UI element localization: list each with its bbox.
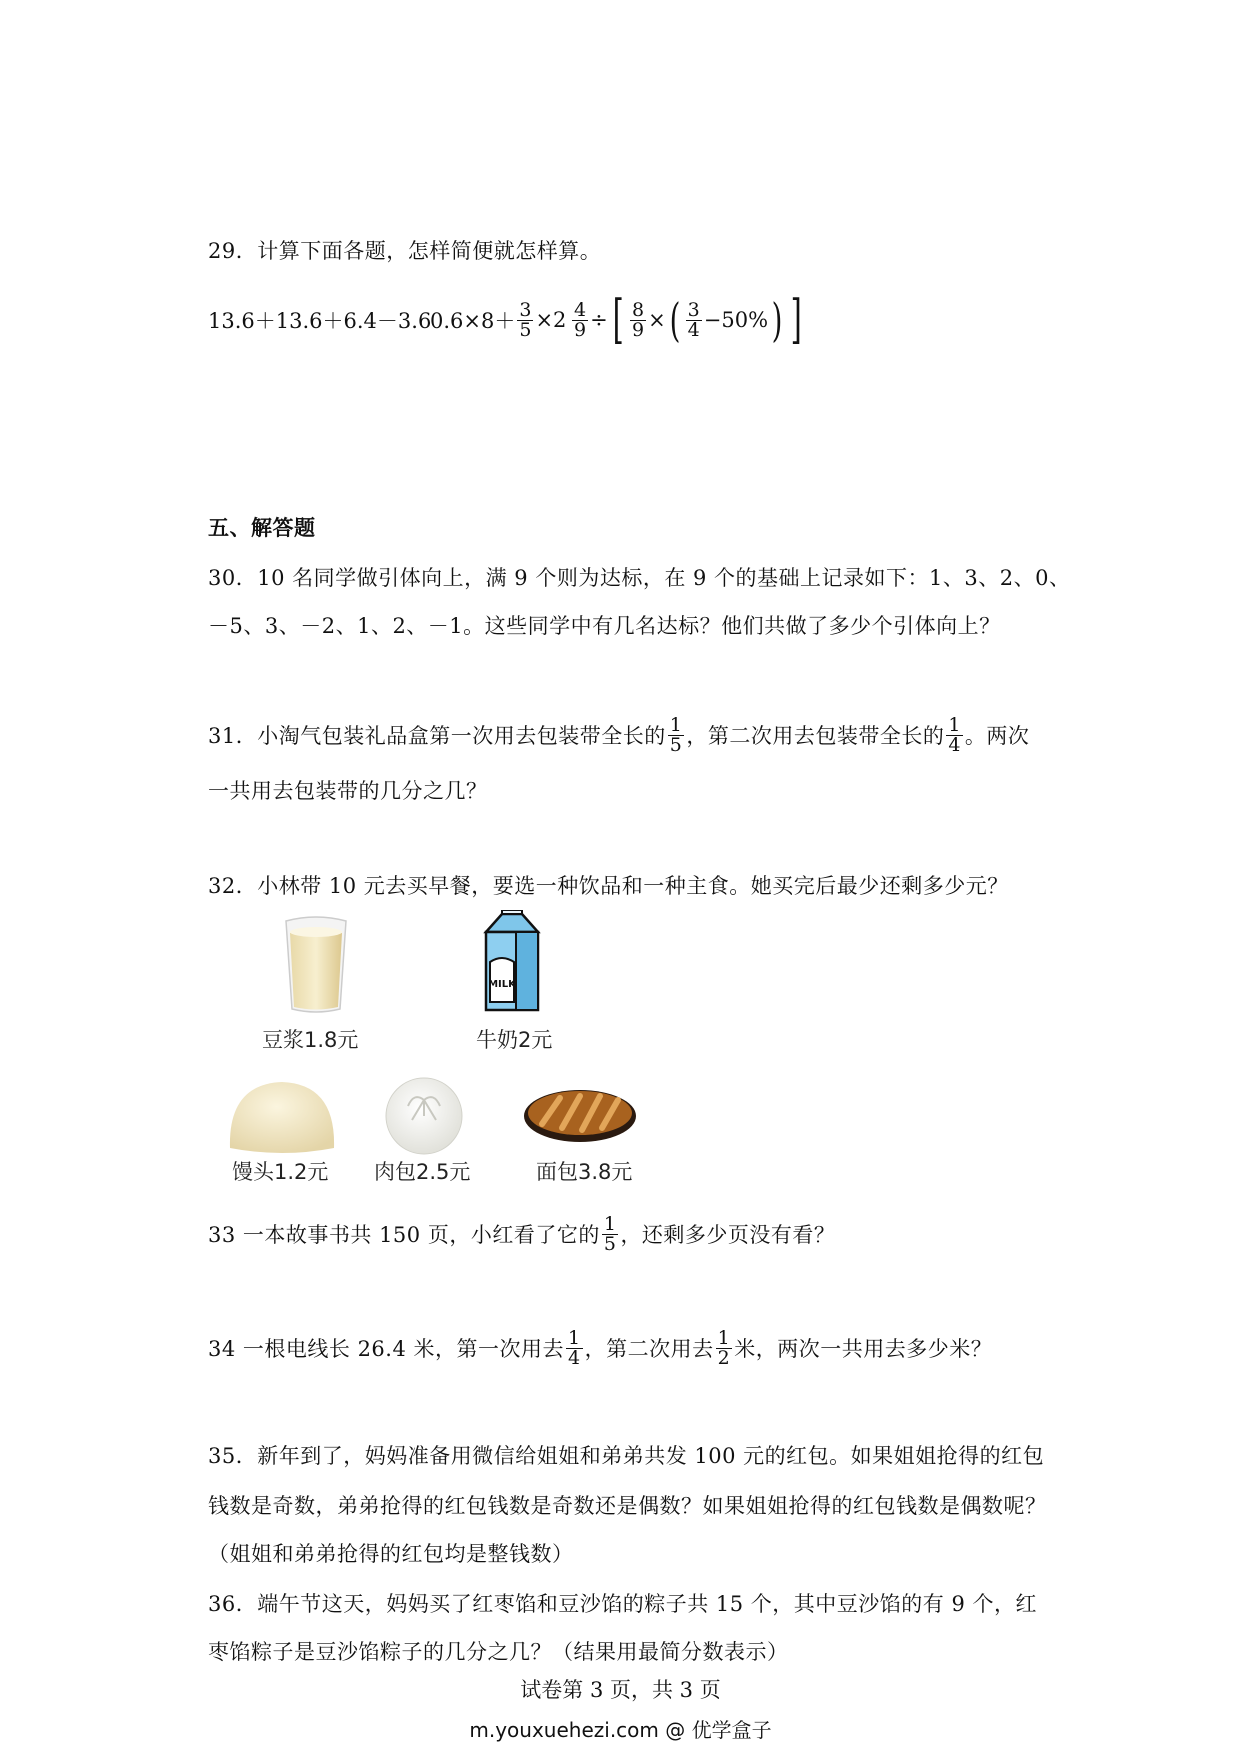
q30-line2: －5、3、－2、1、2、－1。这些同学中有几名达标？他们共做了多少个引体向上？	[208, 614, 1001, 638]
q34-fraction-2	[716, 1326, 733, 1369]
q31-line2: 一共用去包装带的几分之几？	[208, 779, 488, 803]
q29-expr3-fraction-1	[572, 298, 588, 341]
q31-fraction-2	[946, 713, 963, 756]
q29-title: 29．计算下面各题，怎样简便就怎样算。	[208, 239, 602, 263]
q29-expr3-fraction-3	[686, 298, 702, 341]
q31-part2: ，第二次用去包装带全长的	[686, 724, 945, 748]
q31-part1: 31．小淘气包装礼品盒第一次用去包装带全长的	[208, 724, 666, 748]
fraction-denominator: 9	[632, 318, 645, 341]
milk-carton-icon	[476, 910, 548, 1014]
q30-line1: 30．10 名同学做引体向上，满 9 个则为达标，在 9 个的基础上记录如下：1、3、2、0、	[208, 566, 1071, 590]
q29-expr2-fraction	[517, 298, 533, 341]
fraction-numerator: 1	[568, 1326, 581, 1349]
q29-expr2-b: ×2	[535, 308, 567, 332]
q36-line1: 36．端午节这天，妈妈买了红枣馅和豆沙馅的粽子共 15 个，其中豆沙馅的有 9 个，红	[208, 1592, 1038, 1616]
q34-line	[208, 1324, 992, 1372]
soymilk-glass-icon	[280, 915, 352, 1015]
fraction-numerator: 8	[632, 298, 645, 321]
q29-expr3-div: ÷	[590, 308, 608, 332]
q34-part3: 米，两次一共用去多少米？	[734, 1337, 993, 1361]
milk-carton-text: MILK	[488, 979, 516, 990]
fraction-numerator: 1	[669, 713, 683, 736]
q34-part1: 34 一根电线长 26.4 米，第一次用去	[208, 1337, 565, 1361]
q31-part3: 。两次	[964, 724, 1030, 748]
page-footer: 试卷第 3 页，共 3 页	[520, 1678, 721, 1702]
fraction-numerator: 3	[687, 298, 700, 321]
fraction-denominator: 5	[669, 733, 683, 756]
q33-part2: ，还剩多少页没有看？	[620, 1223, 836, 1247]
fraction-denominator: 9	[574, 318, 587, 341]
q29-expr3-times: ×	[648, 308, 666, 332]
q29-expr2-a: 0.6×8＋	[430, 309, 516, 333]
q29-expr3-fraction-2	[630, 298, 646, 341]
fraction-denominator: 5	[519, 318, 532, 341]
q35-line1: 35．新年到了，妈妈准备用微信给姐姐和弟弟共发 100 元的红包。如果姐姐抢得的红包	[208, 1444, 1045, 1468]
q33-fraction	[602, 1212, 619, 1255]
soymilk-price-label: 豆浆1.8元	[262, 1028, 359, 1052]
q31-line1	[208, 712, 1029, 758]
fraction-denominator: 4	[568, 1346, 581, 1369]
section-heading: 五、解答题	[208, 516, 316, 540]
milk-price-label: 牛奶2元	[476, 1028, 553, 1052]
baozi-price-label: 肉包2.5元	[374, 1160, 471, 1184]
q31-fraction-1	[668, 713, 685, 756]
q34-fraction-1	[566, 1326, 583, 1369]
left-paren: (	[669, 293, 681, 347]
fraction-numerator: 4	[574, 298, 587, 321]
fraction-numerator: 1	[603, 1212, 617, 1235]
left-square-bracket: [	[612, 290, 624, 350]
q29-expr1: 13.6＋13.6＋6.4－3.6	[208, 309, 432, 333]
fraction-numerator: 3	[519, 298, 532, 321]
right-square-bracket: ]	[790, 290, 802, 350]
q29-expr2	[430, 290, 566, 350]
q29-expr3	[570, 290, 806, 350]
fraction-denominator: 5	[603, 1232, 617, 1255]
right-paren: )	[771, 293, 783, 347]
q33-part1: 33 一本故事书共 150 页，小红看了它的	[208, 1223, 600, 1247]
q29-expr3-minus: −50%	[703, 308, 769, 332]
mantou-price-label: 馒头1.2元	[232, 1160, 329, 1184]
watermark-text: m.youxuehezi.com @ 优学盒子	[469, 1718, 772, 1742]
q34-part2: ，第二次用去	[584, 1337, 714, 1361]
bread-price-label: 面包3.8元	[536, 1160, 633, 1184]
bread-icon	[520, 1082, 640, 1146]
fraction-denominator: 4	[948, 733, 961, 756]
fraction-numerator: 1	[717, 1326, 731, 1349]
q33-line	[208, 1210, 835, 1258]
mantou-icon	[226, 1078, 338, 1158]
q32-text: 32．小林带 10 元去买早餐，要选一种饮品和一种主食。她买完后最少还剩多少元？	[208, 874, 1009, 898]
fraction-numerator: 1	[948, 713, 961, 736]
q36-line2: 枣馅粽子是豆沙馅粽子的几分之几？（结果用最简分数表示）	[208, 1640, 789, 1664]
q35-line2: 钱数是奇数，弟弟抢得的红包钱数是奇数还是偶数？如果姐姐抢得的红包钱数是偶数呢？	[208, 1494, 1047, 1518]
fraction-denominator: 4	[687, 318, 700, 341]
q35-line3: （姐姐和弟弟抢得的红包均是整钱数）	[208, 1542, 574, 1566]
baozi-icon	[378, 1070, 470, 1156]
fraction-denominator: 2	[717, 1346, 731, 1369]
